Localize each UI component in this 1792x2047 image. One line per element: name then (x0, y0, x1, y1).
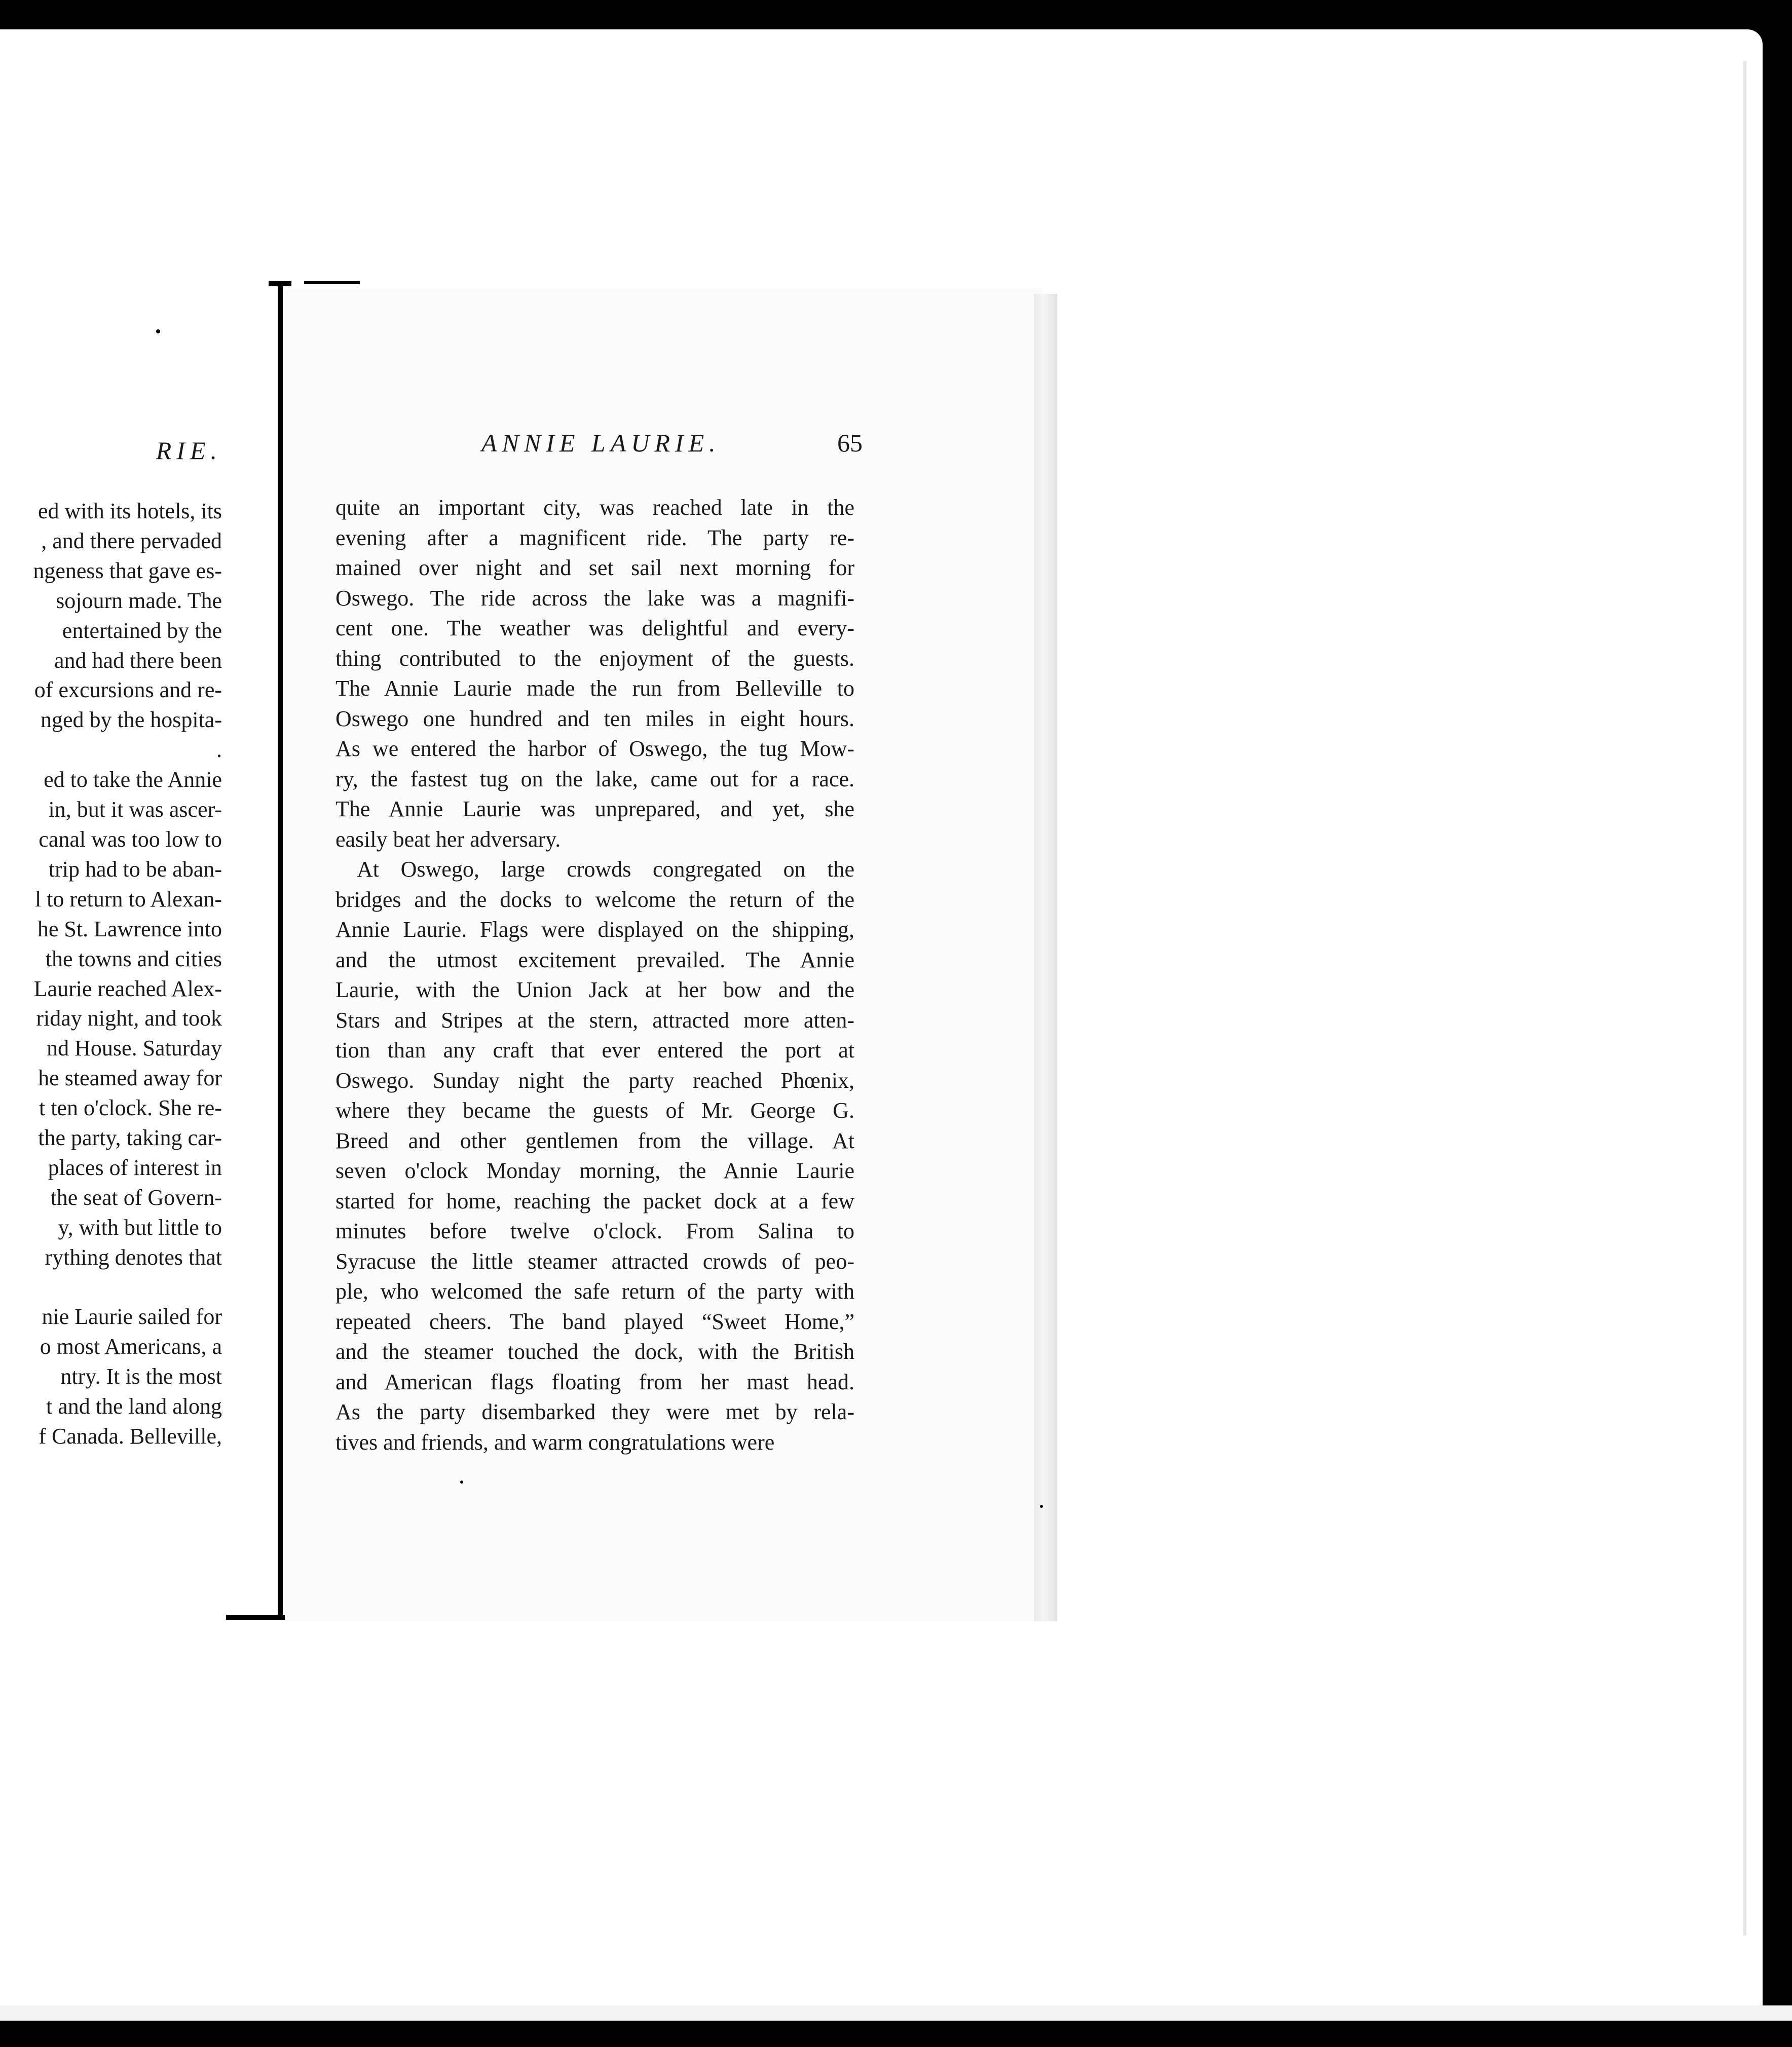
text-line: Laurie, with the Union Jack at her bow and the (335, 977, 854, 1002)
text-line: Laurie reached Alex- (33, 976, 222, 1001)
text-line: As the party disembarked they were met by rela- (335, 1399, 854, 1424)
left-page (0, 284, 278, 1621)
text-line: , and there pervaded (41, 528, 222, 553)
sheet-edge (1743, 61, 1746, 1936)
text-line: y, with but little to (58, 1215, 222, 1240)
text-line: and the utmost excitement prevailed. The Annie (335, 947, 854, 972)
text-line: ngeness that gave es- (33, 558, 222, 583)
text-line: Oswego. The ride across the lake was a magnifi- (335, 585, 854, 611)
text-line: tives and friends, and warm congratulations were (335, 1429, 775, 1455)
text-line: he St. Lawrence into (37, 916, 222, 941)
text-line: thing contributed to the enjoyment of the guests. (335, 646, 854, 671)
text-line: . (216, 737, 222, 763)
left-page-text (0, 497, 222, 1452)
text-line: As we entered the harbor of Oswego, the tug Mow- (335, 736, 854, 761)
text-line: of excursions and re- (34, 677, 222, 703)
text-line: repeated cheers. The band played “Sweet Home,” (335, 1309, 854, 1334)
text-line: t ten o'clock. She re- (39, 1095, 222, 1121)
scan-speck (460, 1481, 463, 1484)
text-line: and had there been (54, 648, 222, 673)
text-line: ry, the fastest tug on the lake, came out for a race. (335, 766, 854, 791)
right-page-text (335, 492, 854, 1457)
text-line: seven o'clock Monday morning, the Annie Laurie (335, 1158, 854, 1183)
text-line: places of interest in (48, 1155, 222, 1180)
text-line: Breed and other gentlemen from the village. At (335, 1128, 854, 1153)
text-line: bridges and the docks to welcome the return of the (335, 887, 854, 912)
text-line: rything denotes that (45, 1244, 222, 1270)
text-line: Oswego. Sunday night the party reached Phœnix, (335, 1068, 854, 1093)
text-line: mained over night and set sail next morning for (335, 555, 854, 580)
text-line: quite an important city, was reached late in the (335, 495, 854, 520)
scan-speck (156, 329, 160, 333)
gutter-top-cap-right (304, 281, 360, 284)
text-line: and the steamer touched the dock, with the British (335, 1339, 854, 1364)
text-line: he steamed away for (38, 1066, 222, 1091)
text-line: started for home, reaching the packet dock at a few (335, 1188, 854, 1214)
text-line: the towns and cities (45, 946, 222, 971)
text-line: canal was too low to (39, 826, 222, 852)
text-line: ple, who welcomed the safe return of the party with (335, 1279, 854, 1304)
left-running-head: RIE. (156, 436, 222, 465)
text-line: trip had to be aban- (48, 856, 222, 882)
text-line: Syracuse the little steamer attracted crowds of peo- (335, 1248, 854, 1274)
text-line: ntry. It is the most (60, 1364, 222, 1389)
text-line: easily beat her adversary. (335, 826, 561, 852)
bottom-strip (0, 2005, 1792, 2021)
text-line: Stars and Stripes at the stern, attracted more atten- (335, 1007, 854, 1033)
text-line (0, 1273, 222, 1303)
text-line: t and the land along (46, 1394, 222, 1419)
text-line: l to return to Alexan- (34, 886, 222, 912)
text-line: At Oswego, large crowds congregated on the (357, 857, 854, 882)
text-line: o most Americans, a (40, 1334, 222, 1359)
text-line: ed to take the Annie (44, 767, 222, 792)
text-line: entertained by the (62, 618, 222, 643)
text-line: the party, taking car- (38, 1125, 222, 1151)
text-line: sojourn made. The (56, 588, 222, 613)
text-line: evening after a magnificent ride. The party re- (335, 525, 854, 550)
text-line: riday night, and took (36, 1006, 222, 1031)
text-line: cent one. The weather was delightful and every- (335, 616, 854, 640)
right-running-head: ANNIE LAURIE. (481, 429, 721, 457)
page-number: 65 (837, 429, 863, 457)
text-line: tion than any craft that ever entered the port at (335, 1038, 854, 1063)
right-page-edge (1034, 294, 1057, 1621)
text-line: in, but it was ascer- (48, 797, 222, 822)
text-line: Oswego one hundred and ten miles in eight hours. (335, 706, 854, 731)
text-line: Annie Laurie. Flags were displayed on the shipping, (335, 917, 854, 942)
book-gutter (278, 284, 283, 1616)
text-line: the seat of Govern- (50, 1185, 222, 1210)
text-line: The Annie Laurie was unprepared, and yet, she (335, 797, 854, 821)
text-line: and American flags floating from her mast head. (335, 1369, 854, 1394)
text-line: nged by the hospita- (40, 707, 222, 733)
text-line: nd House. Saturday (47, 1036, 222, 1061)
text-line: nie Laurie sailed for (42, 1304, 222, 1330)
scan-speck (1040, 1505, 1043, 1508)
text-line: The Annie Laurie made the run from Belleville to (335, 676, 854, 701)
text-line: ed with its hotels, its (38, 499, 222, 523)
text-line: f Canada. Belleville, (39, 1424, 222, 1449)
text-line: minutes before twelve o'clock. From Salina to (335, 1219, 854, 1243)
text-line: where they became the guests of Mr. George G. (335, 1098, 854, 1123)
bottom-border (0, 2021, 1792, 2047)
